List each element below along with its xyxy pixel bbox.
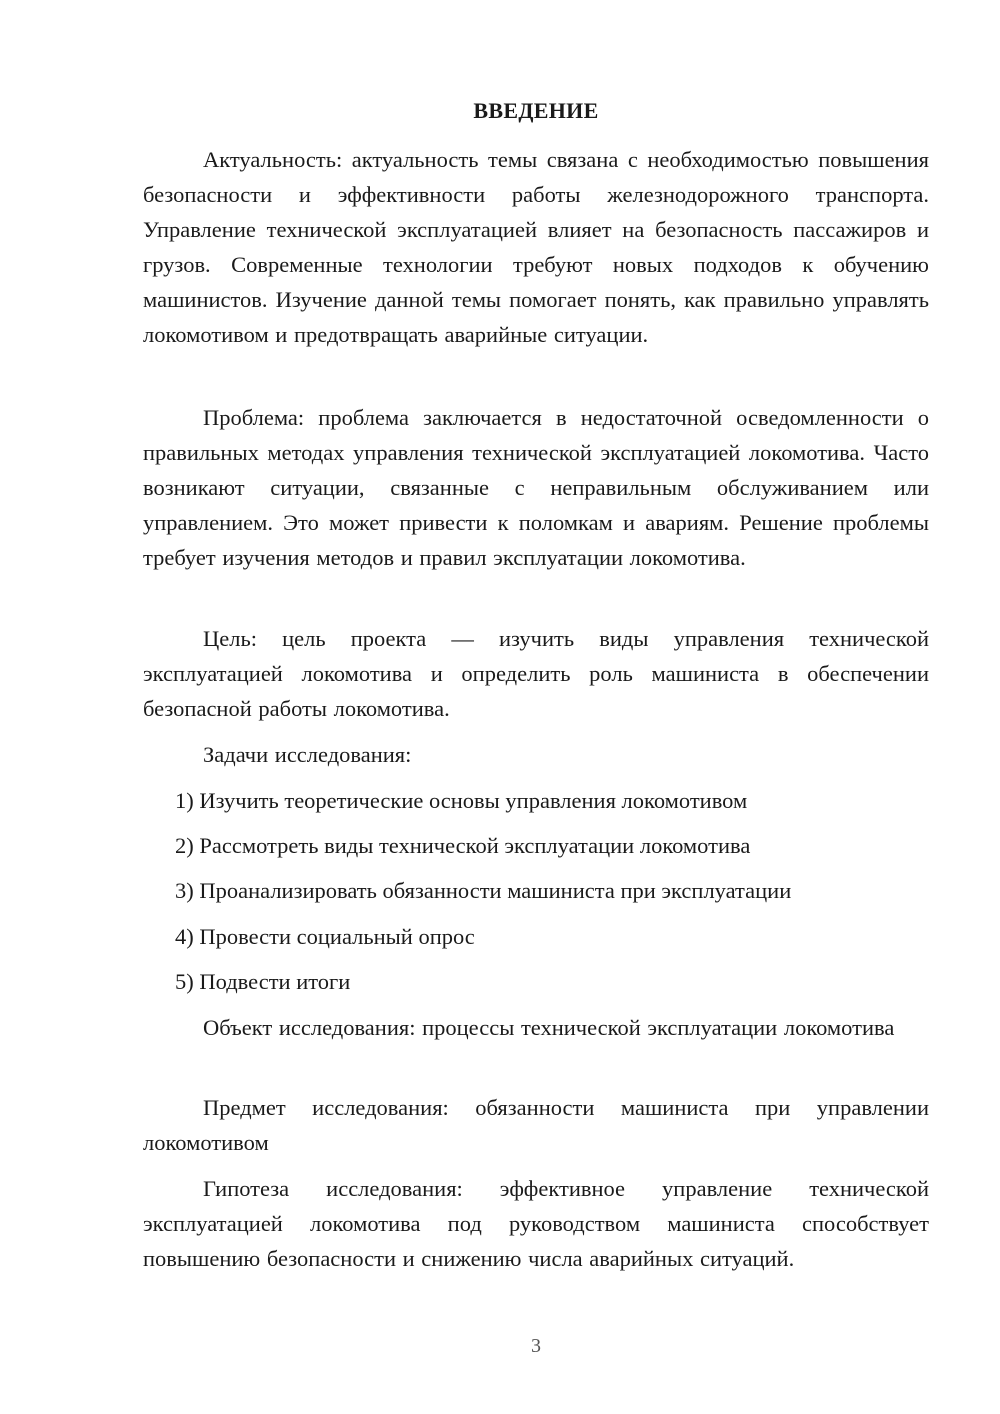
paragraph-hypothesis: Гипотеза исследования: эффективное управление технической эксплуатацией локомотива под руководством машиниста способствует повышению безопасности и снижению числа аварийных ситуаций.: [143, 1176, 929, 1271]
list-item: 2) Рассмотреть виды технической эксплуатации локомотива: [175, 833, 751, 858]
paragraph-problem: Проблема: проблема заключается в недостаточной осведомленности о правильных методах управления технической эксплуатацией локомотива. Часто возникают ситуации, связанные с неправильным обслуживанием или управлением. Это может привести к поломкам и авариям. Решение проблемы требует изучения методов и правил эксплуатации локомотива.: [143, 405, 929, 570]
page-number: 3: [531, 1335, 541, 1357]
list-item: 4) Провести социальный опрос: [175, 924, 475, 949]
list-item: 3) Проанализировать обязанности машиниста при эксплуатации: [175, 878, 792, 903]
paragraph-goal: Цель: цель проекта — изучить виды управления технической эксплуатацией локомотива и определить роль машиниста в обеспечении безопасной работы локомотива.: [143, 626, 929, 721]
paragraph-subject: Предмет исследования: обязанности машиниста при управлении локомотивом: [143, 1095, 929, 1155]
page-title: ВВЕДЕНИЕ: [473, 98, 599, 123]
tasks-title: Задачи исследования:: [203, 742, 412, 767]
list-item: 1) Изучить теоретические основы управления локомотивом: [175, 788, 748, 813]
paragraph-relevance: Актуальность: актуальность темы связана с необходимостью повышения безопасности и эффективности работы железнодорожного транспорта. Управление технической эксплуатацией влияет на безопасность пассажиров и грузов. Современные технологии требуют новых подходов к обучению машинистов. Изучение данной темы помогает понять, как правильно управлять локомотивом и предотвращать аварийные ситуации.: [143, 147, 929, 347]
list-item: 5) Подвести итоги: [175, 969, 351, 994]
paragraph-object: Объект исследования: процессы технической эксплуатации локомотива: [203, 1015, 895, 1040]
